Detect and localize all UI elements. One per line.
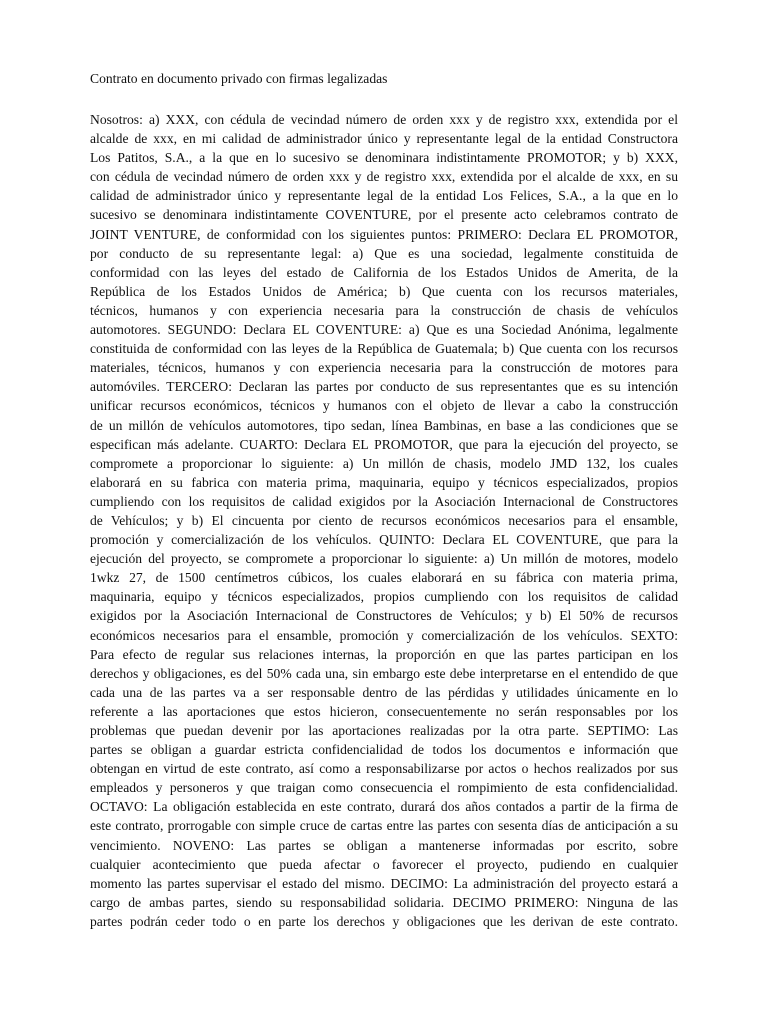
contract-line: especifican más adelante. CUARTO: Declara EL PROMOTOR, que para la ejecución del proyecto, se [90, 436, 678, 452]
contract-line: este contrato, prorrogable con simple cruce de cartas entre las partes con sesenta días de anticipación a su [90, 818, 678, 834]
contract-line: constituida de conformidad con las leyes de la República de Guatemala; b) Que cuenta con los recursos [90, 341, 678, 357]
contract-line: 1wkz 27, de 1500 centímetros cúbicos, los cuales elaborará en su fábrica con materia prima, [90, 570, 678, 586]
contract-line: calidad de administrador único y representante legal de la entidad Los Felices, S.A., a la que en lo [90, 188, 678, 204]
contract-line: ejecución del proyecto, se compromete a proporcionar lo siguiente: a) Un millón de motores, modelo [90, 551, 678, 567]
contract-line: referente a las aportaciones que estos hicieron, consecuentemente no serán responsables por los [90, 703, 678, 719]
contract-line: alcalde de xxx, en mi calidad de administrador único y representante legal de la entidad Constructora [90, 131, 678, 147]
contract-line: por conducto de su representante legal: a) Que es una sociedad, legalmente constituida de [90, 245, 678, 261]
contract-line: sucesivo se denominara indistintamente COVENTURE, por el presente acto celebramos contrato de [90, 207, 678, 223]
contract-line: Los Patitos, S.A., a la que en lo sucesivo se denominara indistintamente PROMOTOR; y b) XXX, [90, 150, 678, 166]
contract-line: cargo de ambas partes, siendo su responsabilidad solidaria. DECIMO PRIMERO: Ninguna de las [90, 894, 678, 910]
contract-line: momento las partes supervisar el estado del mismo. DECIMO: La administración del proyecto estará a [90, 875, 678, 891]
contract-line: materiales, técnicos, humanos y con experiencia necesaria para la construcción de motores para [90, 360, 678, 376]
contract-line: problemas que puedan devenir por las aportaciones realizadas por la otra parte. SEPTIMO: Las [90, 723, 678, 738]
contract-line: partes podrán ceder todo o en parte los derechos y obligaciones que les derivan de este contrato. [90, 913, 678, 929]
contract-line: compromete a proporcionar lo siguiente: a) Un millón de chasis, modelo JMD 132, los cuales [90, 455, 678, 471]
contract-line: conformidad con las leyes del estado de California de los Estados Unidos de Amerita, de la [90, 264, 678, 280]
contract-line: Para efecto de regular sus relaciones internas, la proporción en que las partes participan en los [90, 646, 678, 662]
contract-line: derechos y obligaciones, es del 50% cada una, sin embargo este debe interpretarse en el entendido de que [90, 665, 678, 681]
contract-line: técnicos, humanos y con experiencia necesaria para la construcción de chasis de vehículos [90, 302, 678, 318]
contract-line: económicos necesarios para el ensamble, promoción y comercialización de los vehículos. SEXTO: [90, 627, 678, 643]
contract-line: automotores. SEGUNDO: Declara EL COVENTURE: a) Que es una Sociedad Anónima, legalmente [90, 322, 678, 338]
contract-line: cumpliendo con los requisitos de calidad exigidos por la Asociación Internacional de Constructores [90, 493, 678, 509]
contract-line: partes se obligan a guardar estricta confidencialidad de todos los documentos e información que [90, 742, 678, 758]
contract-body [90, 110, 678, 931]
contract-line: unificar recursos económicos, técnicos y humanos con el objeto de llevar a cabo la construcción [90, 398, 678, 414]
contract-line: vencimiento. NOVENO: Las partes se obligan a mantenerse informadas por escrito, sobre [90, 837, 678, 853]
contract-line: de un millón de vehículos automotores, tipo sedan, línea Bambinas, en base a las condiciones que se [90, 417, 678, 433]
contract-line: empleados y personeros y que traigan como consecuencia el rompimiento de esta confidencialidad. [90, 780, 678, 796]
contract-line: maquinaria, equipo y técnicos especializados, propios cumpliendo con los requisitos de calidad [90, 589, 678, 605]
contract-line: exigidos por la Asociación Internacional de Constructores de Vehículos; y b) El 50% de recursos [90, 608, 678, 624]
contract-line: promoción y comercialización de los vehículos. QUINTO: Declara EL COVENTURE, que para la [90, 532, 678, 548]
contract-line: OCTAVO: La obligación establecida en este contrato, durará dos años contados a partir de la firma de [90, 799, 678, 815]
contract-line: cualquier acontecimiento que pueda afectar o favorecer el proyecto, pudiendo en cualquier [90, 856, 678, 872]
contract-line: con cédula de vecindad número de orden xxx y de registro xxx, extendida por el alcalde de xxx, en su [90, 169, 678, 185]
contract-line: elaborará en su fabrica con materia prima, maquinaria, equipo y técnicos especializados, propios [90, 474, 678, 490]
contract-line: Nosotros: a) XXX, con cédula de vecindad número de orden xxx y de registro xxx, extendida por el [90, 112, 678, 127]
contract-line: automóviles. TERCERO: Declaran las partes por conducto de sus representantes que es su intención [90, 379, 678, 395]
document-title: Contrato en documento privado con firmas legalizadas [90, 71, 388, 86]
contract-line: JOINT VENTURE, de conformidad con los siguientes puntos: PRIMERO: Declara EL PROMOTOR, [90, 226, 678, 242]
contract-line: de Vehículos; y b) El cincuenta por ciento de recursos económicos necesarios para el ensamble, [90, 512, 678, 528]
contract-line: República de los Estados Unidos de América; b) Que cuenta con los recursos materiales, [90, 283, 678, 299]
contract-line: obtengan en virtud de este contrato, así como a responsabilizarse por actos o hechos realizados por sus [90, 761, 678, 777]
contract-line: cada una de las partes va a ser responsable dentro de las pérdidas y utilidades únicamente en lo [90, 684, 678, 700]
